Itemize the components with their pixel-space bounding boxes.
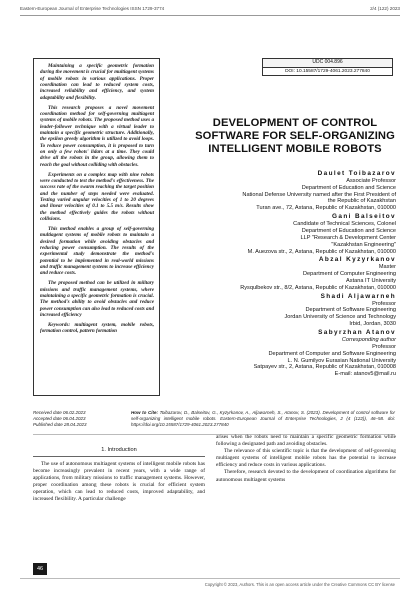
udc-code: UDC 004.896 <box>262 58 393 68</box>
author-block <box>172 171 396 212</box>
citation-label: How to Cite: <box>131 410 158 415</box>
doi-link[interactable]: DOI: 10.15587/1729-4061.2023.277840 <box>262 68 393 77</box>
author-block <box>172 330 396 378</box>
author-affiliation: Astana IT University <box>346 277 396 284</box>
author-affiliation: the Republic of Kazakhstan <box>327 198 396 205</box>
author-affiliation: Jordan University of Science and Technology <box>284 314 396 321</box>
body-paragraph: The use of autonomous multiagent systems of intelligent mobile robots has become increasingly prevalent in recent years, with a wide range of applications, from military missions to traffic management systems. However, proper coordination among these robots is crucial for efficient system operation, which can lead to reduced costs, improved adaptability, and increased flexibility. A particular challenge <box>33 461 205 503</box>
author-affiliation: Department of Software Engineering <box>305 307 396 314</box>
author-affiliation: Rysqulbekov str., 8/2, Astana, Republic of Kazakhstan, 010000 <box>240 284 396 291</box>
udc-doi-box <box>262 58 393 74</box>
page-number: 46 <box>33 563 47 575</box>
author-affiliation: L. N. Gumilyov Eurasian National University <box>287 357 396 364</box>
author-affiliation: Candidate of Technical Sciences, Colonel <box>293 220 396 227</box>
journal-name: Eastern-European Journal of Enterprise Technologies ISSN 1729-3774 <box>20 6 165 11</box>
body-column-left <box>33 461 205 504</box>
author-affiliation: M. Auezova str., 2, Astana, Republic of Kazakhstan, 010000 <box>247 248 396 255</box>
author-block <box>172 257 396 292</box>
citation-block <box>131 410 395 429</box>
author-affiliation: Department of Computer Engineering <box>303 271 396 278</box>
keywords: Keywords: multiagent system, mobile robots, formation control, pattern formation <box>40 322 154 335</box>
accepted-date: Accepted date 06.04.2023 <box>33 416 86 422</box>
author-name: Sabyrzhan Atanov <box>318 328 396 336</box>
author-affiliation: "Kazakhstan Engineering" <box>331 241 396 248</box>
body-paragraph: arises when the robots need to maintain a specific geometric formation while following a designated path and avoiding obstacles. <box>216 434 396 448</box>
author-affiliation: Professor <box>372 300 396 307</box>
abstract-paragraph: Maintaining a specific geometric formation during the movement is crucial for multiagent systems of mobile robots in various applications. Proper coordination can lead to reduced system costs, increased reliability and efficiency, and system adaptability and flexibility. <box>40 63 154 101</box>
abstract-paragraph: The proposed method can be utilized in military missions and traffic management systems, where maintaining a specific geometric formation is crucial. The method's ability to avoid obstacles and reduce power consumption can also lead to reduced costs and increased efficiency <box>40 280 154 319</box>
section-heading: 1. Introduction <box>101 447 137 453</box>
author-affiliation: Department of Education and Science <box>301 227 396 234</box>
issue-number: 2/4 (122) 2023 <box>370 6 400 11</box>
author-affiliation: Department of Education and Science <box>301 184 396 191</box>
body-paragraph: Therefore, research devoted to the development of coordination algorithms for autonomous multiagent systems <box>216 469 396 483</box>
heading-underline <box>33 456 205 457</box>
author-name: Abzal Kyzyrkanov <box>318 256 396 264</box>
citation-text: Toibazarov, D., Balseitov, G., Kyzyrkanov, A., Aljawarneh, S., Atanov, S. (2023). Development of control software for self-organizing intelligent mobile robots. Eastern-European Journal of Enterprise Technologies, 2 (4 (122)), 46–58. doi: https://doi.org/10.15587/1729-4061.2023.277840 <box>131 410 395 428</box>
author-affiliation: Turan ave., 72, Astana, Republic of Kazakhstan, 010000 <box>256 205 396 212</box>
abstract-paragraph: This research proposes a novel movement coordination method for self-governing multiagent systems of mobile robots. The proposed method uses a leader-follower technique with a virtual leader to maintain a specific geometric structure. Additionally, the epsilon greedy algorithm is utilized to avoid loops. To reduce power consumption, it is proposed to turn on only a few robots' lidars at a time. They could drive all the robots in the group, allowing them to reach the goal without colliding with obstacles. <box>40 104 154 168</box>
paper-title: DEVELOPMENT OF CONTROL SOFTWARE FOR SELF-ORGANIZING INTELLIGENT MOBILE ROBOTS <box>195 117 395 156</box>
author-block <box>172 214 396 255</box>
author-name: Daulet Toibazarov <box>317 169 396 177</box>
abstract-box <box>33 58 160 396</box>
author-affiliation: Satpayev str., 2, Astana, Republic of Kazakhstan, 010008 <box>253 364 396 371</box>
body-paragraph: The relevance of this scientific topic is that the development of self-governing multiagent systems of intelligent mobile robots has the potential to increase efficiency and reduce costs in various applications. <box>216 448 396 469</box>
author-name: Shadi Aljawarneh <box>320 292 396 300</box>
published-date: Published date 28.04.2023 <box>33 422 87 428</box>
author-affiliation: Irbid, Jordan, 3030 <box>349 321 396 328</box>
author-affiliation: LLP "Research & Development Center <box>300 234 396 241</box>
received-date: Received date 06.02.2023 <box>33 410 86 415</box>
author-affiliation: National Defense University named after the First President of <box>242 191 396 198</box>
author-block <box>172 294 396 329</box>
author-email[interactable]: E-mail: atanov5@mail.ru <box>334 371 396 378</box>
author-affiliation: Associate Professor <box>346 177 396 184</box>
footer-divider <box>20 578 400 579</box>
author-affiliation: Department of Computer and Software Engineering <box>268 350 396 357</box>
author-affiliation: Master <box>378 264 396 271</box>
author-name: Gani Balseitov <box>332 213 396 221</box>
author-list <box>172 169 396 378</box>
author-affiliation: Professor <box>372 343 396 350</box>
copyright-footer: Copyright © 2023, Authors. This is an open access article under the Creative Commons CC BY license <box>204 582 395 587</box>
running-header <box>20 5 400 16</box>
article-dates <box>33 410 127 429</box>
corresponding-author-label: Corresponding author <box>341 336 396 343</box>
body-column-right <box>216 434 396 484</box>
abstract-paragraph: This method enables a group of self-governing multiagent systems of mobile robots to maintain a desired formation while avoiding obstacles and reducing power consumption. The results of the experimental study demonstrate the method's potential to be implemented in real-world missions and traffic management systems to increase efficiency and reduce costs. <box>40 226 154 277</box>
abstract-paragraph: Experiments on a complex map with nine robots were conducted to test the method's effectiveness. The success rate of the swarm reaching the target position and the number of steps needed were evaluated. Testing varied angular velocities of 1 to 20 degrees and linear velocities of 0.1 to 5.5 m/s. Results show the method effectively guides the robots without collisions. <box>40 171 154 223</box>
